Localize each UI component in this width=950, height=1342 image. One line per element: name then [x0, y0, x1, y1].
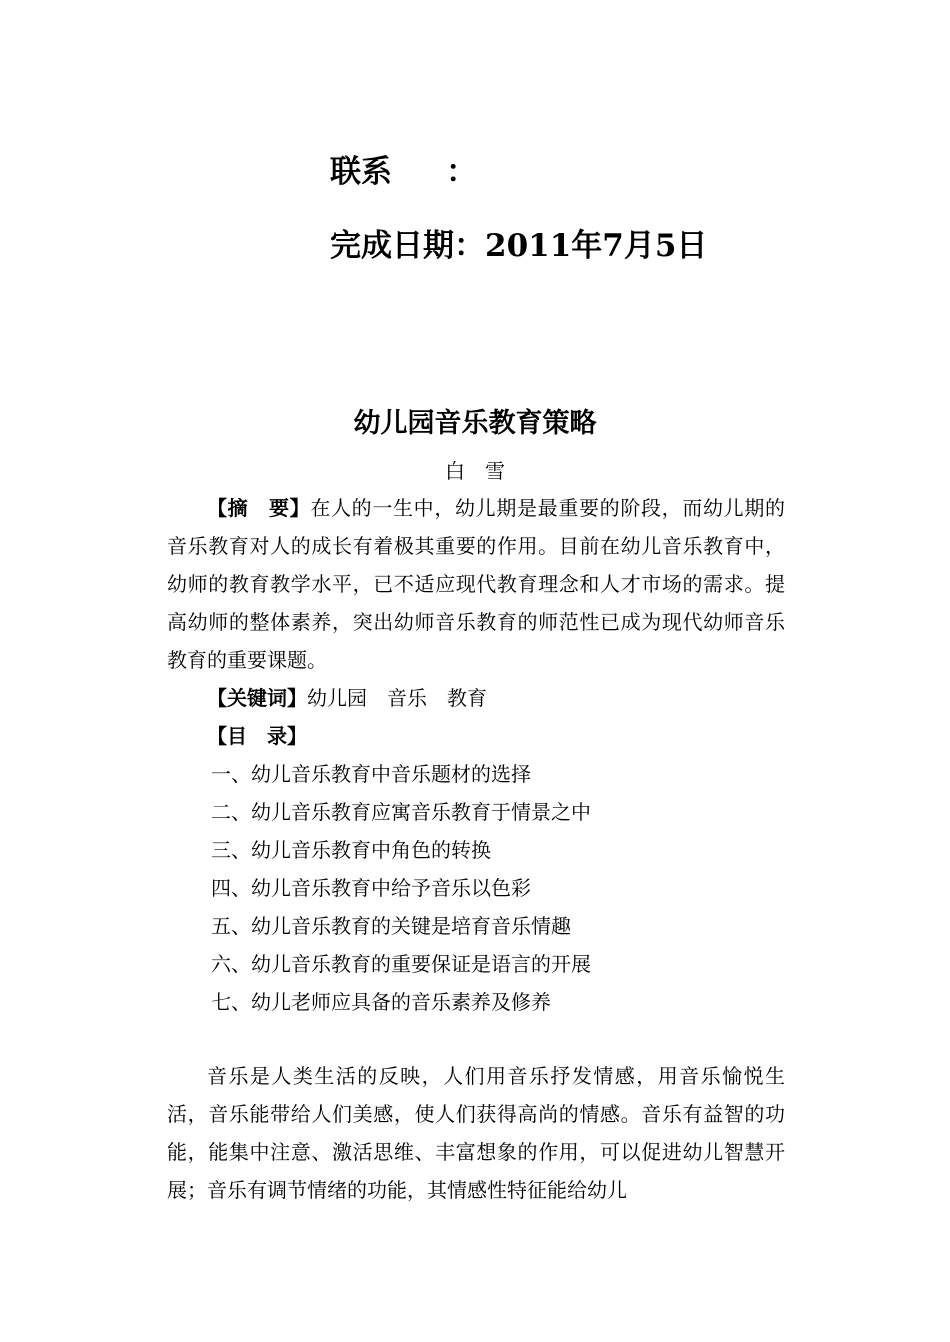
abstract-text: 在人的一生中，幼儿期是最重要的阶段，而幼儿期的音乐教育对人的成长有着极其重要的作用。目前在幼儿音乐教育中，幼师的教育教学水平，已不适应现代教育理念和人才市场的需求。提高幼师的整体素养，突出幼师音乐教育的师范性已成为现代幼师音乐教育的重要课题。 — [167, 496, 786, 672]
keywords — [167, 679, 785, 717]
toc-item: 二、幼儿音乐教育应寓音乐教育于情景之中 — [211, 800, 591, 824]
contact-line: 联系 ： — [330, 154, 477, 190]
abstract-tag: 【摘 要】 — [207, 496, 311, 520]
article-title: 幼儿园音乐教育策略 — [353, 408, 597, 439]
toc-heading: 【目 录】 — [207, 724, 307, 748]
toc-item: 一、幼儿音乐教育中音乐题材的选择 — [211, 762, 531, 786]
keywords-tag: 【关键词】 — [207, 686, 307, 710]
toc-item: 四、幼儿音乐教育中给予音乐以色彩 — [211, 876, 531, 900]
toc-item: 六、幼儿音乐教育的重要保证是语言的开展 — [211, 952, 591, 976]
body-paragraph: 音乐是人类生活的反映，人们用音乐抒发情感，用音乐愉悦生活，音乐能带给人们美感，使人们获得高尚的情感。音乐有益智的功能，能集中注意、激活思维、丰富想象的作用，可以促进幼儿智慧开展；音乐有调节情绪的功能，其情感性特征能给幼儿 — [167, 1064, 785, 1202]
article-author: 白雪 — [445, 459, 525, 483]
toc-item: 三、幼儿音乐教育中角色的转换 — [211, 838, 491, 862]
abstract — [167, 489, 785, 679]
toc-item: 七、幼儿老师应具备的音乐素养及修养 — [211, 990, 551, 1014]
keywords-text: 幼儿园 音乐 教育 — [307, 686, 487, 710]
completion-date: 完成日期：2011年7月5日 — [330, 228, 708, 264]
toc-item: 五、幼儿音乐教育的关键是培育音乐情趣 — [211, 914, 571, 938]
table-of-contents — [211, 755, 591, 1021]
